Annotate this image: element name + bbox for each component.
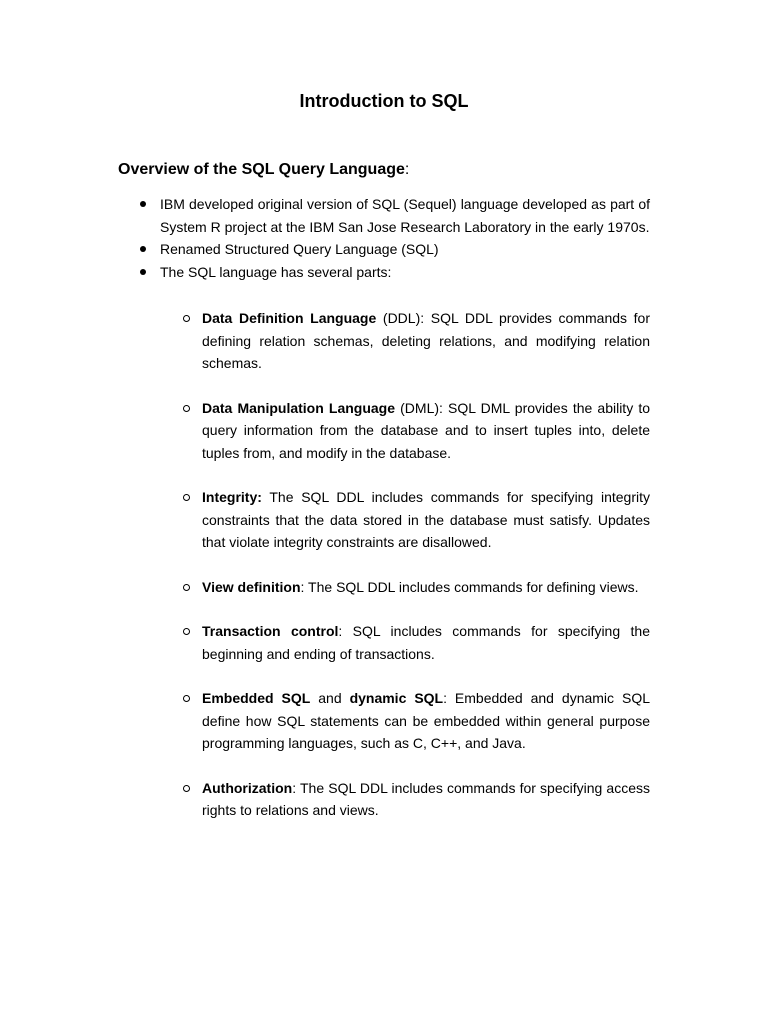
hollow-circle-bullet-icon (183, 494, 190, 501)
section-heading-colon: : (404, 161, 410, 178)
sub-item-text: : SQL includes commands for specifying the beginning and ending of transactions. (202, 623, 650, 662)
hollow-circle-bullet-icon (183, 695, 190, 702)
hollow-circle-bullet-icon (183, 405, 190, 412)
sub-item-ddl (202, 307, 650, 375)
sub-item-term-2: dynamic SQL (349, 690, 444, 706)
sub-item-term: Integrity: (202, 489, 262, 505)
sub-item-embedded-dynamic-sql (202, 687, 650, 755)
section-heading (118, 158, 409, 182)
sub-item-term: Data Manipulation Language (202, 399, 396, 416)
bullet-text: Renamed Structured Query Language (SQL) (160, 241, 439, 257)
hollow-circle-bullet-icon (183, 315, 190, 322)
sub-item-connector: and (310, 690, 350, 706)
bullet-dot-icon (140, 246, 146, 252)
page-title: Introduction to SQL (299, 91, 469, 111)
sub-item-text: (DML): SQL DML provides the ability to query information from the database and to insert tuples into, delete tuples from, and modify in the database. (202, 399, 650, 461)
sub-item-text: : The SQL DDL includes commands for defining views. (300, 578, 639, 595)
sub-item-text: The SQL DDL includes commands for specifying integrity constraints that the data stored in the database must satisfy. Updates that violate integrity constraints are disallowed. (202, 489, 650, 550)
bullet-text: The SQL language has several parts: (160, 263, 392, 280)
sub-item-term: Authorization (202, 779, 293, 796)
sub-item-view-definition (202, 576, 650, 599)
sub-item-dml (202, 397, 650, 465)
sub-item-term: Transaction control (202, 623, 339, 639)
sub-item-transaction-control (202, 620, 650, 665)
sub-item-term: Embedded SQL (202, 690, 311, 706)
sub-item-text: (DDL): SQL DDL provides commands for defining relation schemas, deleting relations, and modifying relation schemas. (202, 310, 650, 371)
sub-item-term: Data Definition Language (202, 310, 377, 326)
sub-item-text: : The SQL DDL includes commands for specifying access rights to relations and views. (202, 779, 650, 818)
sub-item-term: View definition (202, 578, 301, 595)
section-heading-text: Overview of the SQL Query Language (118, 161, 405, 178)
sub-item-text: : Embedded and dynamic SQL define how SQL statements can be embedded within general purpose programming languages, such as C, C++, and Java. (202, 690, 651, 751)
bullet-item (160, 193, 650, 238)
bullet-text: IBM developed original version of SQL (Sequel) language developed as part of System R project at the IBM San Jose Research Laboratory in the early 1970s. (160, 196, 650, 235)
sub-item-authorization (202, 777, 650, 822)
bullet-dot-icon (140, 269, 146, 275)
sub-item-list (202, 307, 650, 844)
bullet-item (160, 238, 650, 261)
bullet-dot-icon (140, 201, 146, 207)
bullet-item (160, 261, 650, 284)
hollow-circle-bullet-icon (183, 785, 190, 792)
sub-item-integrity (202, 486, 650, 554)
bullet-list (160, 193, 650, 283)
hollow-circle-bullet-icon (183, 628, 190, 635)
hollow-circle-bullet-icon (183, 584, 190, 591)
